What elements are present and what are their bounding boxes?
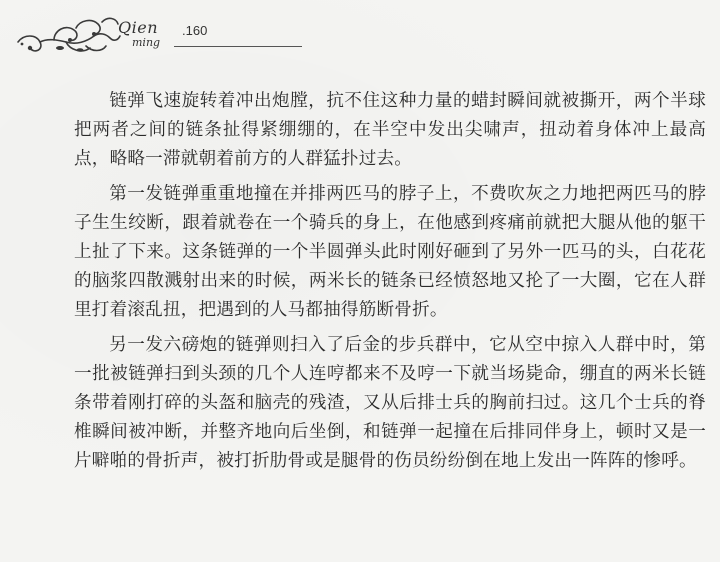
paragraph-1: 链弹飞速旋转着冲出炮膛，抗不住这种力量的蜡封瞬间就被撕开，两个半球把两者之间的链条扯得紧绷绷的，在半空中发出尖啸声，扭动着身体冲上最高点，略略一滞就朝着前方的人群猛扑过去。: [74, 91, 706, 169]
logo-text-top: Qien: [118, 18, 159, 37]
page-header: [14, 10, 304, 62]
paragraph-3: 另一发六磅炮的链弹则扫入了后金的步兵群中，它从空中掠入人群中时，第一批被链弹扫到头颈的几个人连哼都来不及哼一下就当场毙命，绷直的两米长链条带着刚打碎的头盔和脑壳的残渣，又从后排士兵的胸前扫过。这几个士兵的脊椎瞬间被冲断，并整齐地向后坐倒，和链弹一起撞在后排同伴身上，顿时又是一片噼啪的骨折声，被打折肋骨或是腿骨的伤员纷纷倒在地上发出一阵阵的惨呼。: [74, 335, 706, 471]
paragraph-2: 第一发链弹重重地撞在并排两匹马的脖子上，不费吹灰之力地把两匹马的脖子生生绞断，跟着就卷在一个骑兵的身上，在他感到疼痛前就把大腿从他的躯干上扯了下来。这条链弹的一个半圆弹头此时刚好砸到了另外一匹马的头，白花花的脑浆四散溅射出来的时候，两米长的链条已经愤怒地又抡了一大圈，它在人群里打着滚乱扭，把遇到的人马都抽得筋断骨折。: [74, 184, 706, 320]
body-text: [74, 87, 706, 482]
logo-text-bottom: ming: [132, 36, 161, 49]
floral-ornament-icon: [14, 12, 194, 62]
page-number: .160: [182, 23, 208, 38]
header-divider: [174, 46, 302, 47]
